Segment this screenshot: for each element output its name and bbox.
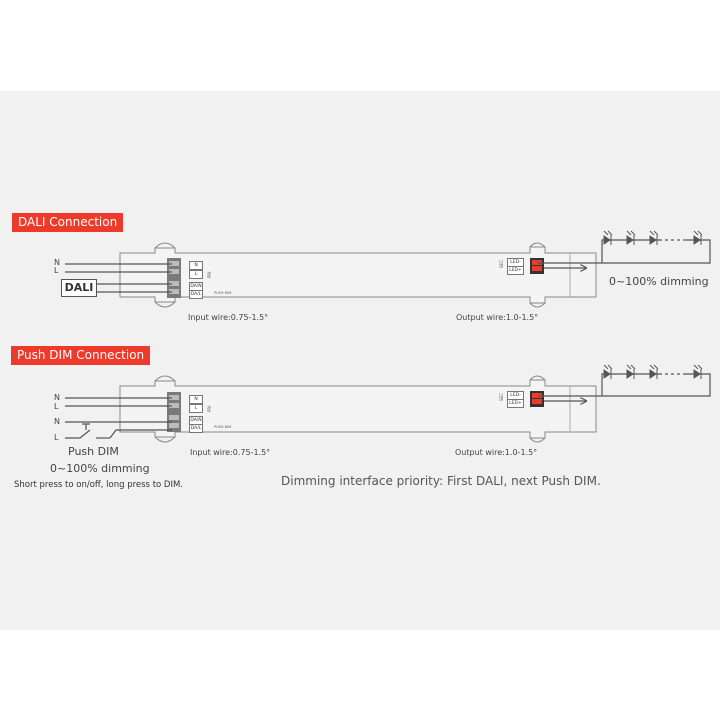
push-push-dim-note: PUSH DIM xyxy=(214,425,232,429)
push-line-n2: N xyxy=(54,417,60,426)
push-dim-note: Short press to on/off, long press to DIM. xyxy=(14,480,184,490)
dali-push-dim-note: PUSH DIM xyxy=(214,291,232,295)
push-output-wire-label: Output wire:1.0-1.5° xyxy=(455,448,538,457)
priority-note: Dimming interface priority: First DALI, next Push DIM. xyxy=(281,474,601,488)
dali-pri-tag: PRI xyxy=(207,271,212,278)
push-terminal-n: N xyxy=(189,395,203,404)
dali-line-l: L xyxy=(54,266,59,275)
dali-sec-tag: SEC xyxy=(499,260,504,268)
push-line-l1: L xyxy=(54,402,59,411)
push-output-terminal-neg: LED- xyxy=(507,391,524,400)
push-dim-label: Push DIM xyxy=(68,445,119,458)
dali-terminal-dan: DA/N xyxy=(190,284,202,289)
push-section-title: Push DIM Connection xyxy=(11,346,150,365)
push-input-wire-label: Input wire:0.75-1.5° xyxy=(190,448,271,457)
dali-terminal-n: N xyxy=(189,261,203,270)
dali-output-wire-label: Output wire:1.0-1.5° xyxy=(456,313,539,322)
push-terminal-dal: DA/L xyxy=(190,426,202,431)
dali-dimming-label: 0~100% dimming xyxy=(609,275,709,288)
dali-input-wire-label: Input wire:0.75-1.5° xyxy=(188,313,269,322)
push-led-string xyxy=(604,365,702,379)
dali-output-terminal-neg: LED- xyxy=(507,258,524,267)
push-sec-tag: SEC xyxy=(499,393,504,401)
push-line-n1: N xyxy=(54,393,60,402)
dali-led-string xyxy=(604,231,702,245)
dali-terminal-l: L xyxy=(189,270,203,279)
push-line-l2: L xyxy=(54,433,59,442)
push-output-terminal-pos: LED+ xyxy=(507,399,524,408)
push-pri-tag: PRI xyxy=(207,405,212,412)
dali-output-terminal-pos: LED+ xyxy=(507,266,524,275)
push-terminal-dan: DA/N xyxy=(190,418,202,423)
dali-section-title: DALI Connection xyxy=(12,213,123,232)
push-dim-dimming: 0~100% dimming xyxy=(50,462,150,475)
push-terminal-l: L xyxy=(189,404,203,413)
dali-terminal-dal: DA/L xyxy=(190,292,202,297)
dali-line-n: N xyxy=(54,258,60,267)
dali-controller: DALI xyxy=(61,279,97,297)
